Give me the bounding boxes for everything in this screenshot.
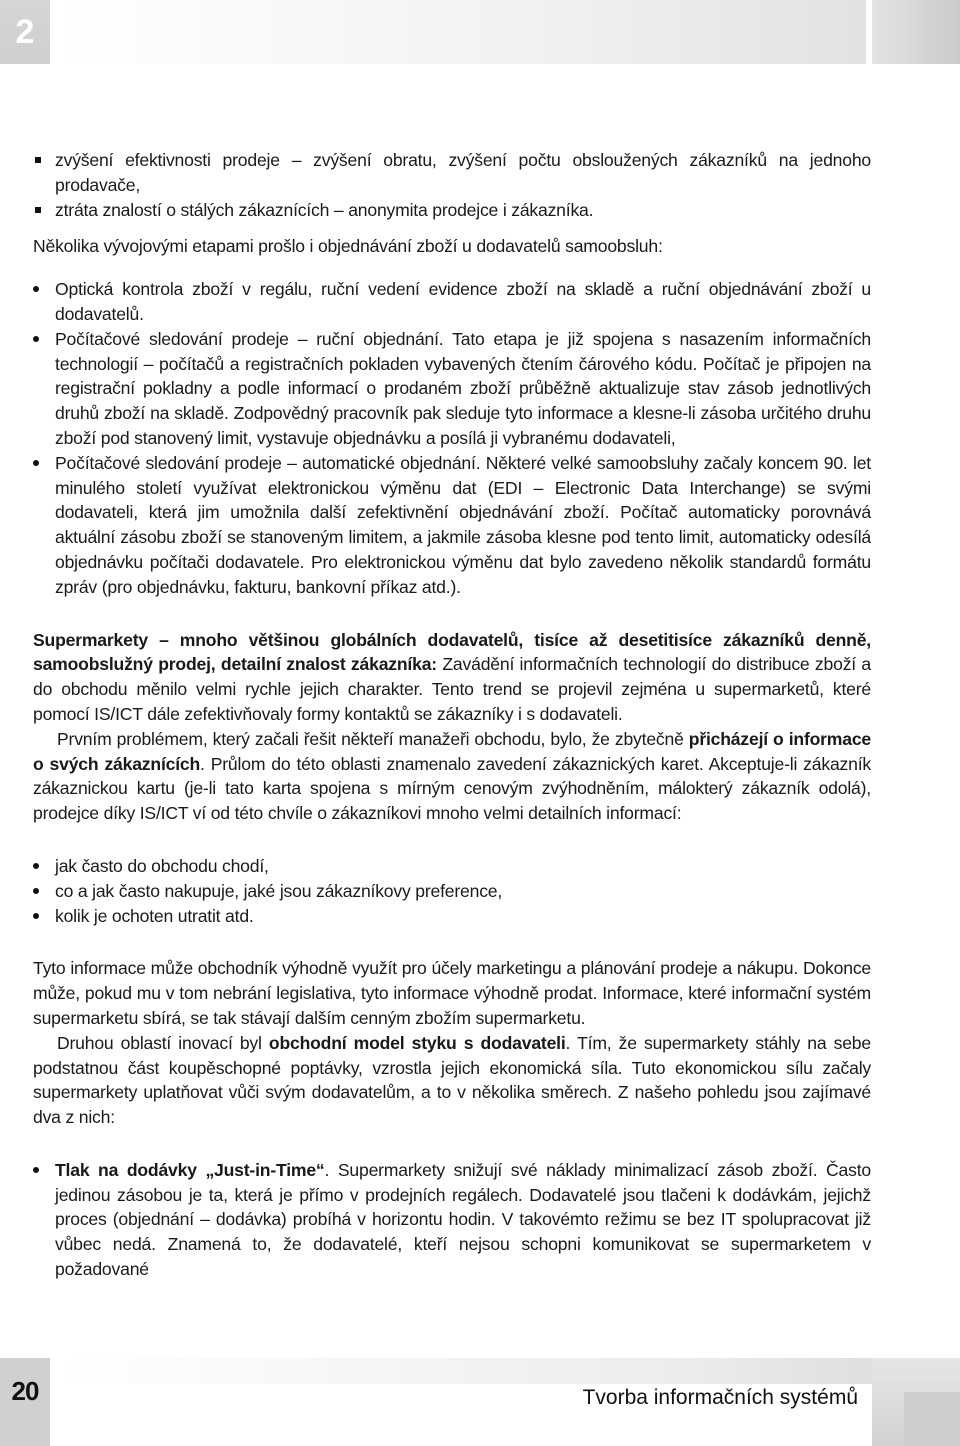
page-content — [33, 148, 871, 1282]
intro-paragraph: Několika vývojovými etapami prošlo i objednávání zboží u dodavatelů samoobsluh: — [33, 236, 663, 257]
list-item: jak často do obchodu chodí, — [33, 854, 871, 879]
stages-list — [33, 277, 871, 599]
list-item: Počítačové sledování prodeje – automatické objednání. Některé velké samoobsluhy začaly koncem 90. let minulého století využívat elektronickou výměnu dat (EDI – Electronic Data Interchange) se svými dodavateli, která jim umožnila další zefektivnění objednávání zboží. Počítač automaticky porovnává aktuální zásobu zboží se stanoveným limitem, a jakmile zásoba klesne pod tento limit, automaticky odesílá objednávku počítači dodavatele. Pro elektronickou výměnu dat bylo zavedeno několik standardů formátu zpráv (pro objednávku, fakturu, bankovní příkaz atd.). — [33, 451, 871, 600]
list-item: ztráta znalostí o stálých zákaznících – anonymita prodejce i zákazníka. — [33, 198, 871, 223]
list-item: zvýšení efektivnosti prodeje – zvýšení obratu, zvýšení počtu obsloužených zákazníků na jednoho prodavače, — [33, 148, 871, 198]
list-item: Optická kontrola zboží v regálu, ruční vedení evidence zboží na skladě a ruční objednávání zboží u dodavatelů. — [33, 277, 871, 327]
header-corner-tab — [872, 0, 960, 64]
second-area-paragraph: Druhou oblastí inovací byl obchodní model styku s dodavateli. Tím, že supermarkety stáhly na sebe podstatnou část koupěschopné poptávky, vzrostla jejich ekonomická síla. Tuto ekonomickou sílu začaly supermarkety uplatňovat vůči svým dodavatelům, a to v několika směrech. Z našeho pohledu jsou zajímavé dva z nich: — [33, 1032, 871, 1128]
header-bar — [56, 0, 866, 64]
first-problem-paragraph: Prvním problémem, který začali řešit někteří manažeři obchodu, bylo, že zbytečně přicházejí o informace o svých zákaznících. Průlom do této oblasti znamenalo zavedení zákaznických karet. Akceptuje-li zákazník zákaznickou kartu (je-li tato karta spojena s mírným cenovým zvýhodněním, málokterý zákazník odolá), prodejce díky IS/ICT ví od této chvíle o zákazníkovi mnoho velmi detailních informací: — [33, 728, 871, 824]
supermarkets-heading: Supermarkety – mnoho většinou globálních dodavatelů, tisíce až desetitisíce zákazníků denně, samoobslužný prodej, detailní znalost zákazníka: — [33, 629, 871, 675]
marketing-paragraph: Tyto informace může obchodník výhodně využít pro účely marketingu a plánování prodeje a nákupu. Dokonce může, pokud mu v tom nebrání legislativa, tyto informace výhodně prodat. Informace, které informační systém supermarketu sbírá, se tak stávají dalším cenným zbožím supermarketu. — [33, 958, 871, 1028]
jit-list — [33, 1158, 871, 1282]
square-bullet-list — [33, 148, 871, 222]
chapter-number: 2 — [15, 13, 35, 51]
page-number: 20 — [11, 1376, 39, 1406]
list-item: co a jak často nakupuje, jaké jsou zákazníkovy preference, — [33, 879, 871, 904]
customer-info-list — [33, 854, 871, 928]
list-item: Počítačové sledování prodeje – ruční objednání. Tato etapa je již spojena s nasazením informačních technologií – počítačů a registračních pokladen vybavených čtením čárového kódu. Počítač je připojen na registrační pokladny a podle informací o prodaném zboží průběžně aktualizuje stav zásob jednotlivých druhů zboží na skladě. Zodpovědný pracovník pak sleduje tyto informace a klesne-li zásoba určitého druhu zboží pod stanovený limit, vystavuje objednávku a posílá ji vybranému dodavateli, — [33, 327, 871, 451]
book-title: Tvorba informačních systémů — [582, 1386, 858, 1409]
footer-corner-block — [904, 1392, 960, 1446]
list-item: Tlak na dodávky „Just-in-Time“. Supermarkety snižují své náklady minimalizací zásob zboží. Často jedinou zásobou je ta, která je přímo v prodejních regálech. Dodavatelé jsou tlačeni k dodávkám, jejichž proces (objednání – dodávka) probíhá v horizontu hodin. V takovémto režimu se bez IT spolupracovat již vůbec nedá. Znamená to, že dodavatelé, kteří nejsou schopni komunikovat se supermarketem v požadované — [33, 1158, 871, 1282]
list-item: kolik je ochoten utratit atd. — [33, 904, 871, 929]
supermarkets-paragraph: Supermarkety – mnoho většinou globálních dodavatelů, tisíce až desetitisíce zákazníků denně, samoobslužný prodej, detailní znalost zákazníka: Zavádění informačních technologií do distribuce zboží a do obchodu měnilo velmi rychle jejich charakter. Tento trend se projevil zejména u supermarketů, které pomocí IS/ICT dále zefektivňovaly formy kontaktů se zákazníky i s dodavateli. — [33, 629, 871, 724]
footer-bar — [56, 1358, 960, 1384]
